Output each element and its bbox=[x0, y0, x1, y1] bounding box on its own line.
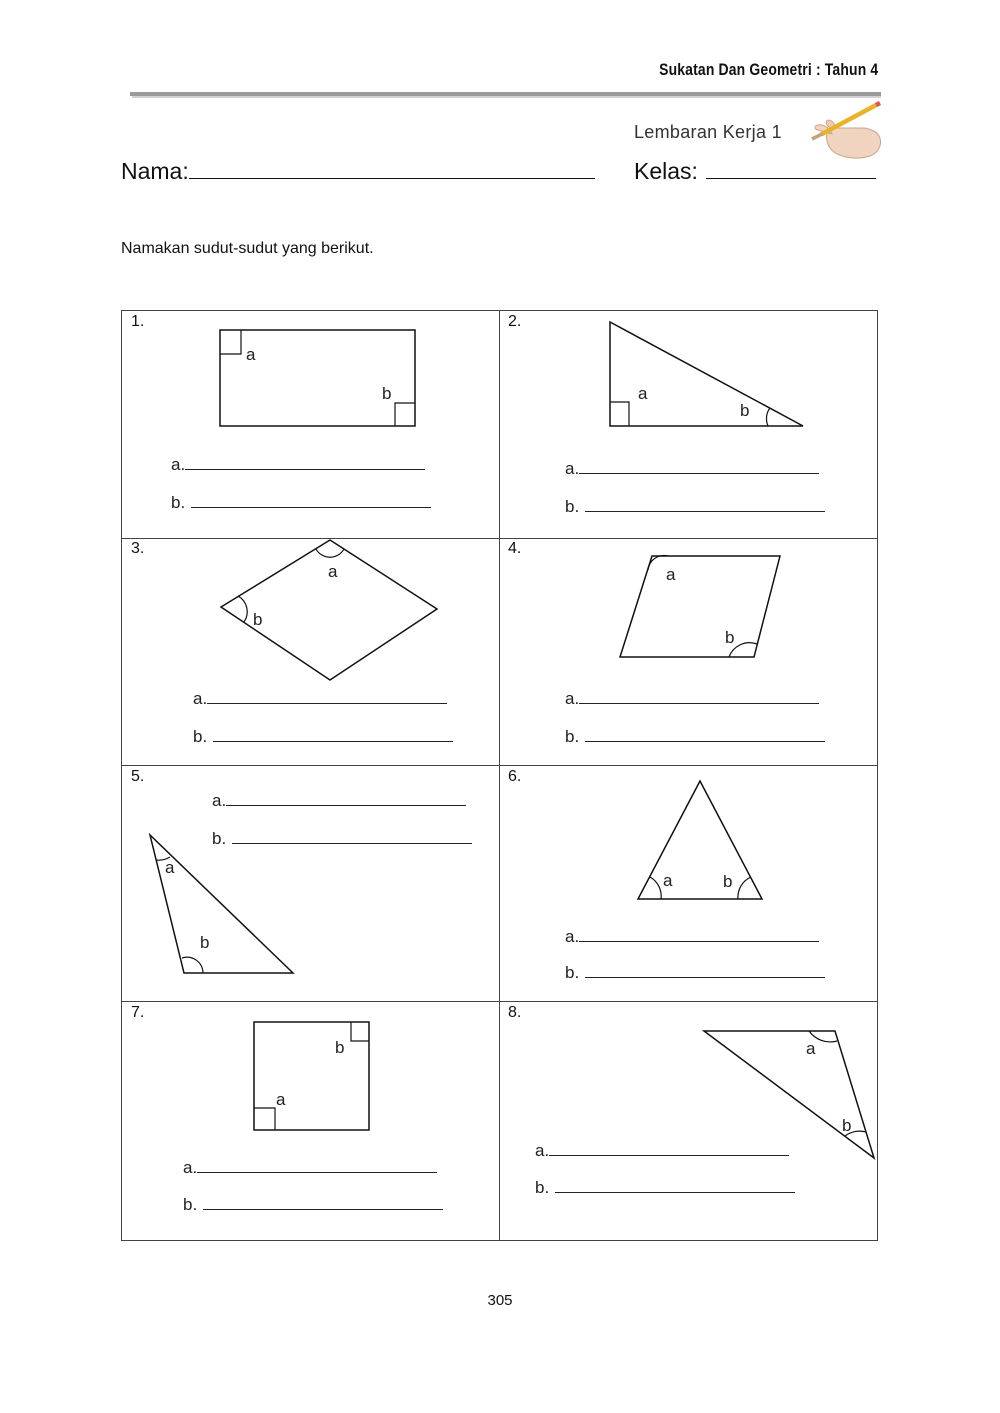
header-title: Sukatan Dan Geometri : Tahun 4 bbox=[658, 60, 878, 79]
q6-angle-b-label: b bbox=[723, 872, 733, 891]
q6-triangle bbox=[638, 781, 762, 899]
question-number-8: 8. bbox=[508, 1004, 522, 1021]
q6-angle-a-label: a bbox=[663, 871, 673, 890]
answer-b-label: b. bbox=[565, 963, 580, 982]
q7-angle-a-label: a bbox=[276, 1090, 286, 1109]
q5-triangle bbox=[150, 835, 293, 973]
question-number-4: 4. bbox=[508, 540, 522, 557]
q6-answer-b bbox=[565, 963, 825, 983]
answer-blank-line[interactable] bbox=[585, 497, 825, 512]
q8-answer-a bbox=[535, 1141, 789, 1161]
q2-answer-b bbox=[565, 497, 825, 517]
answer-b-label: b. bbox=[171, 493, 186, 512]
answer-blank-line[interactable] bbox=[203, 1195, 443, 1210]
q7-answer-a bbox=[183, 1158, 437, 1178]
answer-blank-line[interactable] bbox=[579, 689, 819, 704]
q8-angle-b-label: b bbox=[842, 1116, 852, 1135]
question-number-1: 1. bbox=[131, 313, 145, 330]
q4-angle-b-label: b bbox=[725, 628, 735, 647]
q3-answer-a bbox=[193, 689, 447, 709]
answer-a-label: a. bbox=[193, 689, 208, 708]
answer-blank-line[interactable] bbox=[549, 1141, 789, 1156]
question-number-3: 3. bbox=[131, 540, 145, 557]
answer-a-label: a. bbox=[171, 455, 186, 474]
answer-blank-line[interactable] bbox=[197, 1158, 437, 1173]
question-number-5: 5. bbox=[131, 768, 145, 785]
answer-b-label: b. bbox=[193, 727, 208, 746]
answer-b-label: b. bbox=[212, 829, 227, 848]
answer-a-label: a. bbox=[535, 1141, 550, 1160]
q7-square bbox=[254, 1022, 369, 1130]
answer-blank-line[interactable] bbox=[213, 727, 453, 742]
q4-answer-a bbox=[565, 689, 819, 709]
q5-angle-a-label: a bbox=[165, 858, 175, 877]
q6-answer-a bbox=[565, 927, 819, 947]
q5-answer-a bbox=[212, 791, 466, 811]
name-label: Nama: bbox=[121, 158, 189, 184]
answer-blank-line[interactable] bbox=[207, 689, 447, 704]
q8-angle-a-label: a bbox=[806, 1039, 816, 1058]
answer-blank-line[interactable] bbox=[226, 791, 466, 806]
answer-a-label: a. bbox=[565, 689, 580, 708]
q7-answer-b bbox=[183, 1195, 443, 1215]
answer-b-label: b. bbox=[183, 1195, 198, 1214]
q2-angle-a-label: a bbox=[638, 384, 648, 403]
answer-blank-line[interactable] bbox=[579, 927, 819, 942]
q2-right-triangle bbox=[610, 322, 803, 426]
answer-a-label: a. bbox=[565, 927, 580, 946]
answer-blank-line[interactable] bbox=[185, 455, 425, 470]
worksheet-label: Lembaran Kerja 1 bbox=[634, 122, 782, 142]
q2-answer-a bbox=[565, 459, 819, 479]
q7-angle-b-label: b bbox=[335, 1038, 345, 1057]
q1-angle-b-label: b bbox=[382, 384, 392, 403]
q3-angle-b-label: b bbox=[253, 610, 263, 629]
question-number-7: 7. bbox=[131, 1004, 145, 1021]
q1-answer-b bbox=[171, 493, 431, 513]
instruction: Namakan sudut-sudut yang berikut. bbox=[121, 240, 374, 257]
q8-answer-b bbox=[535, 1178, 795, 1198]
answer-blank-line[interactable] bbox=[191, 493, 431, 508]
q5-answer-b bbox=[212, 829, 472, 849]
answer-a-label: a. bbox=[565, 459, 580, 478]
class-label: Kelas: bbox=[634, 158, 698, 184]
q4-parallelogram bbox=[620, 555, 780, 657]
page-number: 305 bbox=[487, 1292, 513, 1309]
answer-blank-line[interactable] bbox=[579, 459, 819, 474]
q2-angle-b-label: b bbox=[740, 401, 750, 420]
answer-blank-line[interactable] bbox=[232, 829, 472, 844]
q5-angle-b-label: b bbox=[200, 933, 210, 952]
answer-blank-line[interactable] bbox=[585, 727, 825, 742]
answer-b-label: b. bbox=[535, 1178, 550, 1197]
q1-answer-a bbox=[171, 455, 425, 475]
question-number-2: 2. bbox=[508, 313, 522, 330]
answer-b-label: b. bbox=[565, 497, 580, 516]
answer-a-label: a. bbox=[183, 1158, 198, 1177]
q1-angle-a-label: a bbox=[246, 345, 256, 364]
answer-b-label: b. bbox=[565, 727, 580, 746]
q4-answer-b bbox=[565, 727, 825, 747]
q8-triangle bbox=[704, 1031, 874, 1158]
q3-answer-b bbox=[193, 727, 453, 747]
q4-angle-a-label: a bbox=[666, 565, 676, 584]
q3-angle-a-label: a bbox=[328, 562, 338, 581]
answer-blank-line[interactable] bbox=[585, 963, 825, 978]
answer-a-label: a. bbox=[212, 791, 227, 810]
question-number-6: 6. bbox=[508, 768, 522, 785]
answer-blank-line[interactable] bbox=[555, 1178, 795, 1193]
